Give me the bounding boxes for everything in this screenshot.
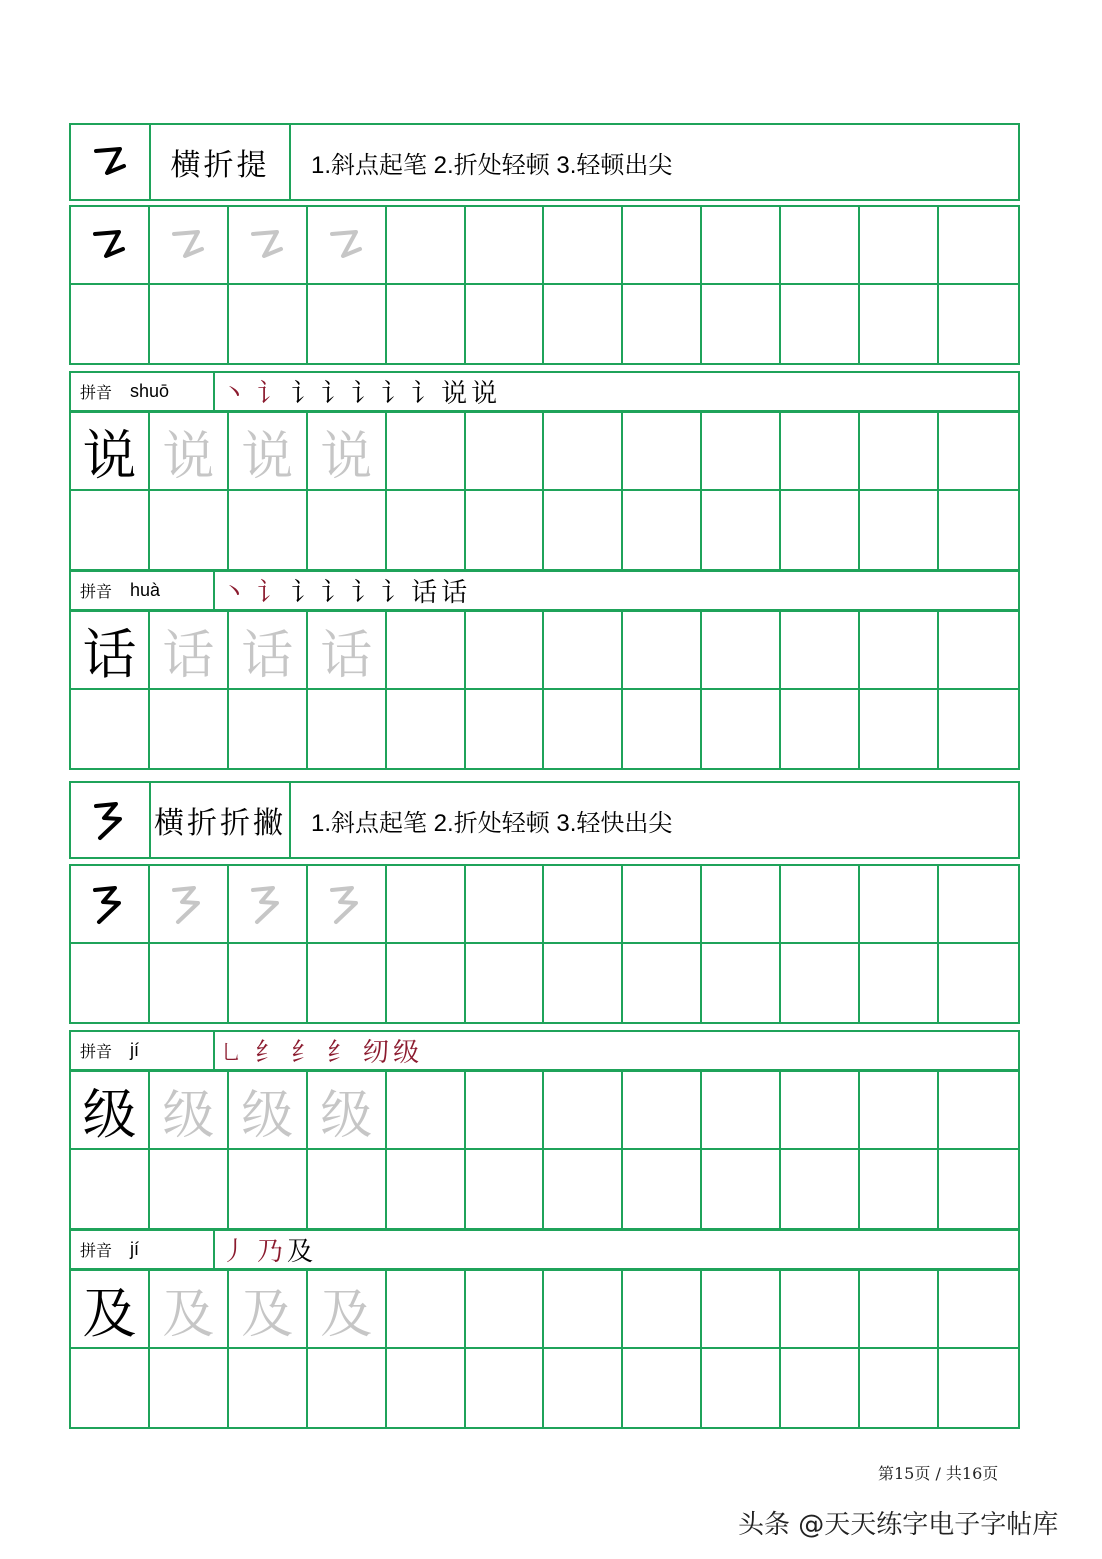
- practice-cell[interactable]: [860, 285, 939, 363]
- practice-cell[interactable]: [623, 866, 702, 944]
- practice-cell[interactable]: [229, 1150, 308, 1228]
- practice-cell[interactable]: [387, 413, 466, 491]
- practice-cell[interactable]: [466, 413, 545, 491]
- trace-character: 及: [162, 1284, 215, 1345]
- stroke-order-step: 讠: [321, 379, 348, 409]
- trace-character: 说: [320, 426, 373, 487]
- practice-cell[interactable]: [781, 1072, 860, 1150]
- practice-cell[interactable]: [702, 491, 781, 569]
- heng-zhe-zhe-pie-trace-icon: [168, 882, 208, 926]
- trace-character: 级: [320, 1085, 373, 1146]
- practice-cell[interactable]: [308, 285, 387, 363]
- practice-cell[interactable]: [781, 207, 860, 285]
- stroke-order-step: 话: [441, 578, 468, 608]
- practice-cell[interactable]: [939, 491, 1018, 569]
- stroke-order-step: 纫: [363, 1038, 390, 1068]
- practice-cell[interactable]: [544, 285, 623, 363]
- stroke-order: [215, 1032, 419, 1069]
- practice-cell[interactable]: [544, 612, 623, 690]
- practice-cell[interactable]: [860, 612, 939, 690]
- practice-cell[interactable]: [781, 1271, 860, 1349]
- heng-zhe-zhe-pie-trace-icon: [247, 882, 287, 926]
- practice-cell[interactable]: [308, 1150, 387, 1228]
- trace-cell: [229, 1072, 308, 1150]
- practice-cell[interactable]: [387, 285, 466, 363]
- practice-cell[interactable]: [860, 690, 939, 768]
- trace-character: 级: [162, 1085, 215, 1146]
- stroke-order-step: 讠: [381, 379, 408, 409]
- practice-cell[interactable]: [544, 866, 623, 944]
- practice-cell[interactable]: [702, 866, 781, 944]
- practice-cell[interactable]: [150, 285, 229, 363]
- stroke-order-step: 丿: [221, 1237, 248, 1267]
- stroke-order-step: 乃: [257, 1237, 284, 1267]
- practice-cell[interactable]: [623, 491, 702, 569]
- stroke-tips: 1.斜点起笔 2.折处轻顿 3.轻顿出尖: [311, 151, 673, 179]
- practice-cell[interactable]: [150, 1349, 229, 1427]
- practice-cell[interactable]: [623, 1150, 702, 1228]
- trace-cell: [150, 1271, 229, 1349]
- trace-cell: [229, 207, 308, 285]
- heng-zhe-ti-trace-icon: [247, 225, 287, 265]
- practice-cell[interactable]: [939, 207, 1018, 285]
- practice-cell[interactable]: [466, 1349, 545, 1427]
- practice-cell[interactable]: [387, 944, 466, 1022]
- stroke-order-step: 讠: [411, 379, 438, 409]
- stroke-order: [215, 373, 497, 410]
- trace-character: 话: [241, 625, 294, 686]
- practice-cell[interactable]: [860, 207, 939, 285]
- practice-cell[interactable]: [387, 207, 466, 285]
- pinyin-value: jí: [130, 1040, 140, 1060]
- stroke-order: [215, 572, 467, 609]
- practice-cell[interactable]: [702, 285, 781, 363]
- practice-cell[interactable]: [702, 944, 781, 1022]
- trace-cell: [308, 866, 387, 944]
- practice-cell[interactable]: [544, 1150, 623, 1228]
- stroke-order-step: 讠: [381, 578, 408, 608]
- practice-cell[interactable]: [939, 1150, 1018, 1228]
- stroke-order-step: 丶: [221, 578, 248, 608]
- stroke-order-step: 说: [471, 379, 498, 409]
- stroke-order-step: 讠: [291, 578, 318, 608]
- pinyin-cell: [71, 572, 215, 609]
- practice-cell[interactable]: [308, 690, 387, 768]
- practice-cell[interactable]: [544, 690, 623, 768]
- practice-cell[interactable]: [860, 866, 939, 944]
- practice-cell[interactable]: [71, 1150, 150, 1228]
- practice-cell[interactable]: [702, 207, 781, 285]
- practice-cell[interactable]: [387, 1150, 466, 1228]
- stroke-header-2: [69, 781, 1020, 859]
- model-cell: [71, 207, 150, 285]
- practice-cell[interactable]: [623, 612, 702, 690]
- pinyin-cell: [71, 1032, 215, 1069]
- trace-character: 及: [241, 1284, 294, 1345]
- trace-cell: [308, 1271, 387, 1349]
- trace-cell: [229, 1271, 308, 1349]
- stroke-name: 横折提: [151, 125, 291, 199]
- practice-cell[interactable]: [860, 944, 939, 1022]
- practice-cell[interactable]: [623, 207, 702, 285]
- trace-character: 级: [241, 1085, 294, 1146]
- practice-cell[interactable]: [544, 944, 623, 1022]
- stroke-order: [215, 1231, 313, 1268]
- practice-cell[interactable]: [939, 944, 1018, 1022]
- practice-cell[interactable]: [860, 1072, 939, 1150]
- practice-cell[interactable]: [466, 690, 545, 768]
- trace-character: 及: [320, 1284, 373, 1345]
- practice-cell[interactable]: [150, 944, 229, 1022]
- model-cell: [71, 612, 150, 690]
- practice-cell[interactable]: [623, 690, 702, 768]
- practice-cell[interactable]: [939, 612, 1018, 690]
- practice-cell[interactable]: [71, 690, 150, 768]
- practice-cell[interactable]: [781, 612, 860, 690]
- practice-cell[interactable]: [939, 285, 1018, 363]
- trace-cell: [150, 1072, 229, 1150]
- practice-cell[interactable]: [308, 491, 387, 569]
- practice-cell[interactable]: [860, 1150, 939, 1228]
- practice-cell[interactable]: [229, 690, 308, 768]
- stroke-order-step: 纟: [291, 1038, 318, 1068]
- practice-cell[interactable]: [387, 612, 466, 690]
- practice-cell[interactable]: [860, 413, 939, 491]
- stroke-order-step: 讠: [351, 379, 378, 409]
- practice-cell[interactable]: [466, 944, 545, 1022]
- practice-cell[interactable]: [466, 1150, 545, 1228]
- practice-cell[interactable]: [387, 1271, 466, 1349]
- practice-cell[interactable]: [387, 491, 466, 569]
- pinyin-row-ji-2: [69, 1229, 1020, 1270]
- heng-zhe-zhe-pie-stroke-icon: [90, 798, 130, 842]
- stroke-order-step: 说: [441, 379, 468, 409]
- trace-cell: [150, 866, 229, 944]
- practice-grid-ji-2: [69, 1269, 1020, 1429]
- pinyin-label: 拼音: [80, 582, 113, 601]
- heng-zhe-ti-trace-icon: [168, 225, 208, 265]
- model-cell: [71, 866, 150, 944]
- stroke-order-step: 讠: [257, 578, 284, 608]
- heng-zhe-zhe-pie-model-icon: [89, 882, 129, 926]
- practice-cell[interactable]: [702, 690, 781, 768]
- practice-cell[interactable]: [860, 1271, 939, 1349]
- model-cell: [71, 1072, 150, 1150]
- practice-cell[interactable]: [71, 491, 150, 569]
- trace-cell: [150, 413, 229, 491]
- practice-cell[interactable]: [71, 1349, 150, 1427]
- practice-cell[interactable]: [466, 612, 545, 690]
- trace-character: 说: [162, 426, 215, 487]
- practice-cell[interactable]: [702, 612, 781, 690]
- practice-grid-ji-1: [69, 1070, 1020, 1230]
- pinyin-row-hua: [69, 570, 1020, 611]
- practice-cell[interactable]: [308, 944, 387, 1022]
- practice-grid-stroke-2: [69, 864, 1020, 1024]
- trace-cell: [229, 413, 308, 491]
- practice-cell[interactable]: [623, 944, 702, 1022]
- practice-cell[interactable]: [150, 1150, 229, 1228]
- practice-cell[interactable]: [466, 491, 545, 569]
- pinyin-label: 拼音: [80, 1042, 113, 1061]
- practice-cell[interactable]: [623, 1271, 702, 1349]
- stroke-glyph-cell: [71, 125, 151, 199]
- practice-cell[interactable]: [860, 491, 939, 569]
- practice-cell[interactable]: [466, 1271, 545, 1349]
- stroke-order-step: 丶: [221, 379, 248, 409]
- stroke-glyph-cell: [71, 783, 151, 857]
- model-character: 话: [82, 622, 137, 686]
- trace-character: 话: [162, 625, 215, 686]
- practice-cell[interactable]: [781, 1349, 860, 1427]
- practice-cell[interactable]: [623, 1072, 702, 1150]
- practice-cell[interactable]: [544, 491, 623, 569]
- practice-cell[interactable]: [702, 413, 781, 491]
- practice-cell[interactable]: [623, 1349, 702, 1427]
- practice-cell[interactable]: [150, 491, 229, 569]
- trace-cell: [229, 866, 308, 944]
- practice-grid-hua: [69, 610, 1020, 770]
- practice-cell[interactable]: [544, 413, 623, 491]
- trace-character: 说: [241, 426, 294, 487]
- practice-cell[interactable]: [702, 1072, 781, 1150]
- pinyin-value: huà: [130, 580, 161, 600]
- heng-zhe-ti-trace-icon: [326, 225, 366, 265]
- practice-cell[interactable]: [544, 1271, 623, 1349]
- trace-character: 话: [320, 625, 373, 686]
- stroke-order-step: 话: [411, 578, 438, 608]
- practice-cell[interactable]: [387, 1349, 466, 1427]
- practice-cell[interactable]: [387, 866, 466, 944]
- heng-zhe-ti-stroke-icon: [90, 142, 130, 182]
- practice-grid-shuo: [69, 411, 1020, 571]
- pinyin-cell: [71, 373, 215, 410]
- practice-cell[interactable]: [544, 207, 623, 285]
- stroke-order-step: 级: [393, 1038, 420, 1068]
- model-character: 级: [82, 1082, 137, 1146]
- practice-cell[interactable]: [623, 285, 702, 363]
- stroke-order-step: 乚: [221, 1040, 241, 1064]
- stroke-order-step: 纟: [327, 1038, 354, 1068]
- practice-cell[interactable]: [702, 1150, 781, 1228]
- stroke-header-1: [69, 123, 1020, 201]
- stroke-order-step: 及: [287, 1237, 314, 1267]
- stroke-order-step: 讠: [257, 379, 284, 409]
- practice-cell[interactable]: [939, 413, 1018, 491]
- practice-cell[interactable]: [860, 1349, 939, 1427]
- trace-cell: [308, 1072, 387, 1150]
- practice-cell[interactable]: [308, 1349, 387, 1427]
- heng-zhe-ti-model-icon: [89, 225, 129, 265]
- practice-cell[interactable]: [71, 944, 150, 1022]
- practice-cell[interactable]: [939, 866, 1018, 944]
- trace-cell: [150, 612, 229, 690]
- practice-cell[interactable]: [544, 1072, 623, 1150]
- practice-cell[interactable]: [466, 285, 545, 363]
- practice-cell[interactable]: [939, 690, 1018, 768]
- practice-cell[interactable]: [544, 1349, 623, 1427]
- practice-cell[interactable]: [229, 285, 308, 363]
- stroke-order-step: 讠: [291, 379, 318, 409]
- practice-cell[interactable]: [781, 285, 860, 363]
- practice-cell[interactable]: [466, 207, 545, 285]
- model-character: 及: [82, 1281, 137, 1345]
- practice-cell[interactable]: [781, 944, 860, 1022]
- stroke-order-step: 纟: [255, 1038, 282, 1068]
- pinyin-label: 拼音: [80, 1241, 113, 1260]
- stroke-order-step: 讠: [351, 578, 378, 608]
- model-cell: [71, 1271, 150, 1349]
- heng-zhe-zhe-pie-trace-icon: [326, 882, 366, 926]
- trace-cell: [308, 612, 387, 690]
- practice-cell[interactable]: [939, 1349, 1018, 1427]
- watermark: 头条 @天天练字电子字帖库: [738, 1510, 1059, 1540]
- pinyin-cell: [71, 1231, 215, 1268]
- stroke-order-step: 讠: [321, 578, 348, 608]
- trace-cell: [229, 612, 308, 690]
- practice-grid-stroke-1: [69, 205, 1020, 365]
- trace-cell: [150, 207, 229, 285]
- practice-cell[interactable]: [781, 413, 860, 491]
- practice-cell[interactable]: [623, 413, 702, 491]
- pinyin-row-shuo: [69, 371, 1020, 412]
- model-cell: [71, 413, 150, 491]
- practice-cell[interactable]: [939, 1072, 1018, 1150]
- practice-cell[interactable]: [387, 1072, 466, 1150]
- trace-cell: [308, 207, 387, 285]
- pinyin-value: jí: [130, 1239, 140, 1259]
- practice-cell[interactable]: [229, 1349, 308, 1427]
- practice-cell[interactable]: [939, 1271, 1018, 1349]
- pinyin-label: 拼音: [80, 383, 113, 402]
- pinyin-row-ji-1: [69, 1030, 1020, 1071]
- practice-cell[interactable]: [781, 1150, 860, 1228]
- practice-cell[interactable]: [466, 1072, 545, 1150]
- practice-cell[interactable]: [781, 491, 860, 569]
- stroke-name: 横折折撇: [151, 783, 291, 857]
- trace-cell: [308, 413, 387, 491]
- practice-cell[interactable]: [150, 690, 229, 768]
- practice-cell[interactable]: [71, 285, 150, 363]
- practice-cell[interactable]: [229, 491, 308, 569]
- practice-cell[interactable]: [702, 1349, 781, 1427]
- model-character: 说: [82, 423, 137, 487]
- practice-cell[interactable]: [229, 944, 308, 1022]
- stroke-tips: 1.斜点起笔 2.折处轻顿 3.轻快出尖: [311, 809, 673, 837]
- practice-cell[interactable]: [702, 1271, 781, 1349]
- practice-cell[interactable]: [387, 690, 466, 768]
- page-number: 第15页 / 共16页: [878, 1464, 999, 1483]
- practice-cell[interactable]: [466, 866, 545, 944]
- practice-cell[interactable]: [781, 690, 860, 768]
- practice-cell[interactable]: [781, 866, 860, 944]
- pinyin-value: shuō: [130, 381, 170, 401]
